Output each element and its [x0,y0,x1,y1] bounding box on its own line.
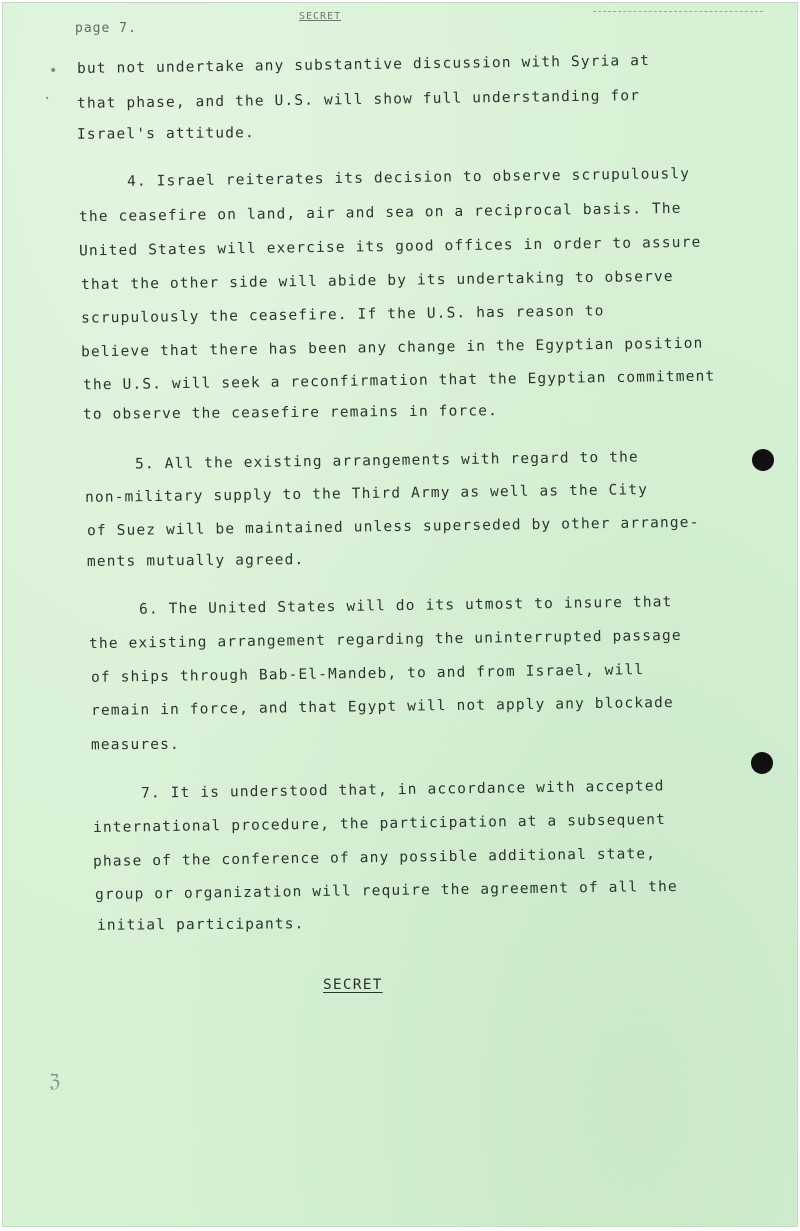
text-line: 7. It is understood that, in accordance with accepted [140,778,665,802]
text-line: the ceasefire on land, air and sea on a reciprocal basis. The [78,200,682,226]
text-line: the existing arrangement regarding the uninterrupted passage [88,627,682,653]
punch-hole [752,449,774,471]
footer-classification: SECRET [323,977,383,993]
top-classification-marking: SECRET [299,11,342,22]
text-line: United States will exercise its good offices in order to assure [78,234,702,260]
margin-dot-mark: · [43,91,52,107]
text-line: to observe the ceasefire remains in force. [82,403,499,423]
top-edge-marks [593,11,763,18]
text-line: believe that there has been any change in the Egyptian position [80,335,704,361]
text-line: remain in force, and that Egypt will not apply any blockade [90,694,674,720]
text-line: non-military supply to the Third Army as well as the City [84,482,649,506]
text-line: initial participants. [96,916,305,934]
text-line: that phase, and the U.S. will show full understanding for [76,88,641,112]
text-line: that the other side will abide by its undertaking to observe [80,268,674,294]
margin-bullet-mark: • [49,63,58,79]
handwritten-mark: ℨ [49,1071,61,1092]
text-line: the U.S. will seek a reconfirmation that the Egyptian commitment [82,368,716,394]
text-line: group or organization will require the agreement of all the [94,878,678,904]
text-line: of Suez will be maintained unless superseded by other arrange- [86,514,700,540]
text-line: Israel's attitude. [76,125,255,143]
text-line: 6. The United States will do its utmost to insure that [138,594,673,618]
text-line: scrupulously the ceasefire. If the U.S. has reason to [80,303,605,327]
document-page [2,2,798,1227]
text-line: 5. All the existing arrangements with regard to the [134,449,639,473]
text-line: ments mutually agreed. [86,552,305,570]
text-line: measures. [90,736,180,754]
text-line: but not undertake any substantive discussion with Syria at [76,53,651,77]
text-line: international procedure, the participation at a subsequent [92,812,667,836]
text-line: phase of the conference of any possible additional state, [92,846,657,870]
page-label: page 7. [75,21,137,36]
text-line: 4. Israel reiterates its decision to observe scrupulously [126,166,691,190]
text-line: of ships through Bab-El-Mandeb, to and from Israel, will [90,662,645,686]
punch-hole [751,752,773,774]
